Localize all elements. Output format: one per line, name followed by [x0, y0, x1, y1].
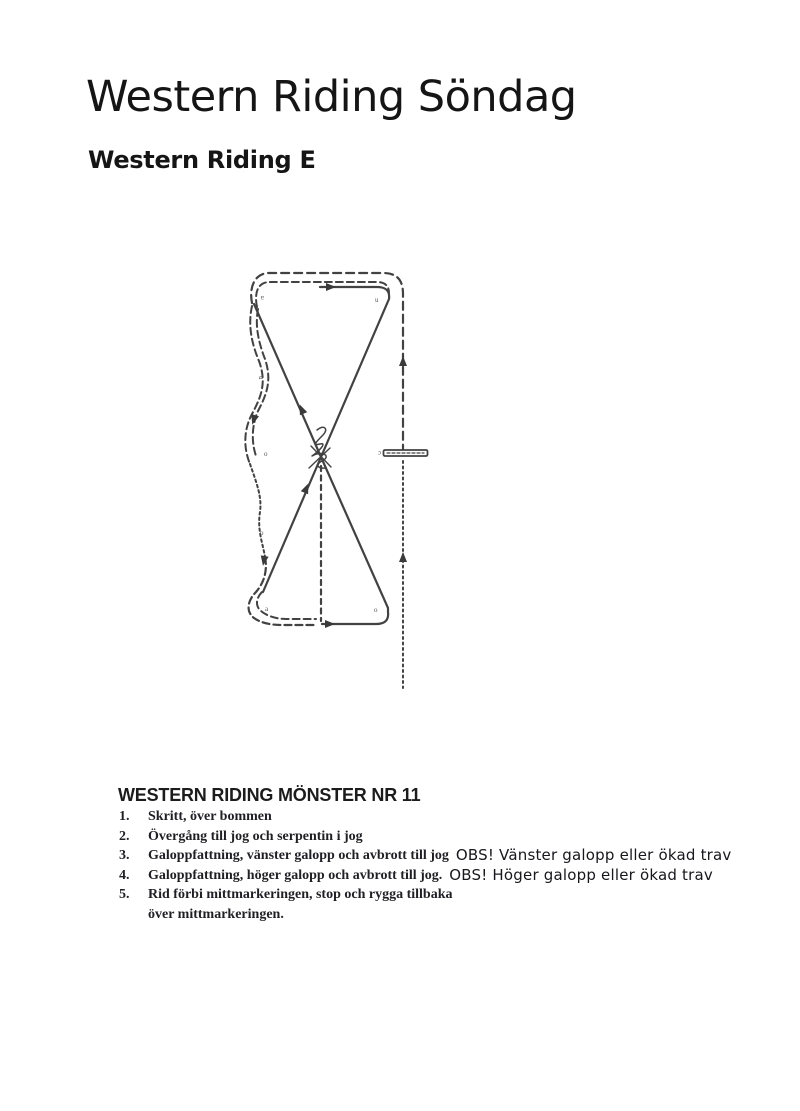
arrow-serpentine-lower [259, 555, 269, 566]
list-item [119, 885, 732, 905]
item-text: Skritt, över bommen [148, 809, 272, 824]
cone-marker: a [265, 605, 269, 613]
list-item [119, 807, 732, 827]
item-number: 1. [119, 809, 130, 824]
item-text: Rid förbi mittmarkeringen, stop och rygga tillbaka [148, 887, 453, 902]
inner-dashed-top [256, 282, 389, 307]
arrow-entry-lower [399, 552, 407, 562]
cone-marker: o [264, 450, 268, 458]
list-item [119, 846, 732, 866]
pattern-heading: WESTERN RIDING MÖNSTER NR 11 [118, 785, 421, 805]
item-text: över mittmarkeringen. [148, 906, 284, 922]
arrow-bottom-right [325, 620, 335, 628]
serpentine-dotted-mid [250, 464, 265, 557]
cone-marker: o [260, 529, 264, 537]
item-text: Galoppfattning, vänster galopp och avbrott till jog [148, 848, 449, 863]
item-number [119, 905, 148, 925]
item-number: 5. [119, 887, 130, 902]
serpentine-outer [245, 306, 262, 464]
cone-marker: a [260, 294, 264, 302]
item-number: 4. [119, 867, 130, 883]
riding-pattern-diagram [225, 255, 440, 700]
item-number: 2. [119, 828, 130, 844]
outer-dashed-track [251, 273, 403, 450]
list-item [119, 866, 732, 886]
pole-marker: c [377, 449, 381, 457]
list-item [119, 827, 732, 847]
arrow-top-right [326, 283, 336, 291]
cone-marker: o [374, 606, 378, 614]
item-note: OBS! Vänster galopp eller ökad trav [455, 846, 732, 864]
page-subtitle: Western Riding E [88, 146, 316, 174]
arrow-entry-upper [399, 356, 407, 366]
item-text: Galoppfattning, höger galopp och avbrott till jog. [148, 867, 443, 883]
cone-marker: u [257, 376, 265, 380]
list-item-continuation [119, 905, 732, 925]
pattern-list [119, 807, 732, 924]
item-text: Övergång till jog och serpentin i jog [148, 828, 363, 844]
page-title: Western Riding Söndag [86, 72, 577, 122]
lope-line-top-diagonal [263, 287, 389, 592]
cone-marker: u [375, 296, 379, 304]
item-note: OBS! Höger galopp eller ökad trav [449, 865, 713, 884]
bottom-dashed-outer [249, 557, 317, 625]
item-number: 3. [119, 848, 130, 863]
